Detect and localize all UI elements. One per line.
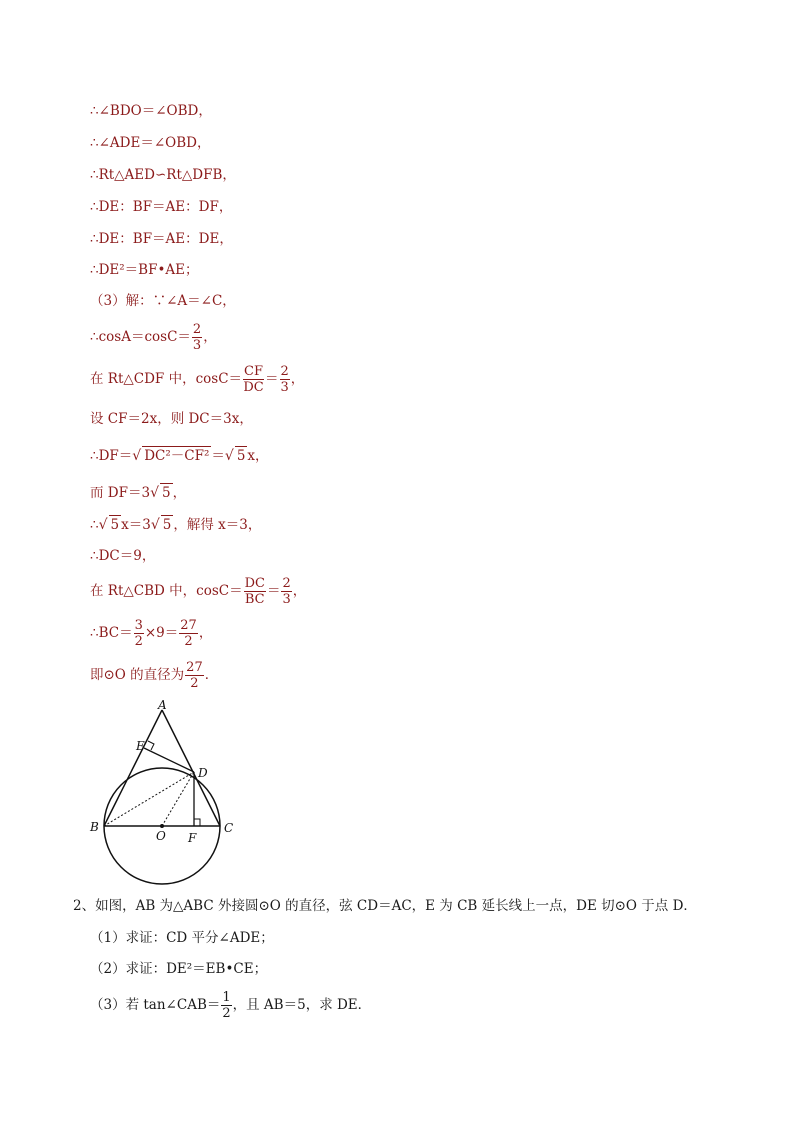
numerator: 27 [180, 618, 197, 633]
text: ＝ [266, 583, 281, 599]
label-a: A [158, 698, 167, 712]
solution-line-16 [90, 618, 212, 649]
text: 而 DF＝3 [90, 485, 151, 501]
denominator: 2 [190, 676, 199, 691]
solution-line-9 [90, 364, 304, 395]
text: （3）若 tan∠CAB＝ [90, 997, 221, 1013]
problem-2-part-3 [90, 990, 371, 1021]
text: ， [198, 625, 213, 641]
numerator: 27 [186, 660, 203, 675]
solution-line-13 [90, 515, 261, 534]
text: ，解得 x＝3， [173, 517, 262, 533]
label-c: C [224, 821, 234, 835]
text: ＝ [211, 448, 225, 464]
solution-line-1: ∴∠BDO＝∠OBD， [90, 103, 212, 119]
label-f: F [188, 831, 197, 845]
numerator: CF [244, 364, 263, 379]
fraction [185, 660, 204, 691]
problem-2-stem: 2、如图，AB 为△ABC 外接圆⊙O 的直径，弦 CD＝AC，E 为 CB 延长线上一点，DE 切⊙O 于点 D． [73, 898, 697, 914]
solution-line-7: （3）解：∵∠A＝∠C， [90, 293, 236, 309]
text: 在 Rt△CDF 中，cosC＝ [90, 371, 243, 387]
text: x， [247, 448, 269, 464]
solution-line-2: ∴∠ADE＝∠OBD， [90, 135, 211, 151]
text: ，且 AB＝5，求 DE． [232, 997, 372, 1013]
solution-line-8 [90, 322, 217, 353]
numerator: 2 [282, 576, 291, 591]
solution-line-12 [90, 483, 186, 502]
text: 在 Rt△CBD 中，cosC＝ [90, 583, 243, 599]
fraction [179, 618, 198, 649]
solution-line-4: ∴DE：BF＝AE：DF， [90, 199, 233, 215]
radicand: 5 [236, 448, 246, 464]
denominator: BC [244, 592, 265, 607]
fraction [244, 576, 266, 607]
text: ， [290, 371, 305, 387]
radicand: 5 [162, 485, 171, 501]
problem-2-part-1: （1）求证：CD 平分∠ADE； [90, 930, 274, 946]
solution-line-5: ∴DE：BF＝AE：DE， [90, 231, 233, 247]
numerator: DC [244, 576, 265, 591]
fraction [280, 364, 290, 395]
right-angle-f [194, 819, 200, 826]
text: ∴BC＝ [90, 625, 133, 641]
label-d: D [198, 766, 208, 780]
solution-line-10: 设 CF＝2x，则 DC＝3x， [90, 411, 253, 427]
text: ， [172, 485, 187, 501]
solution-line-14: ∴DC＝9， [90, 548, 156, 564]
radical-sign: √ [132, 448, 142, 464]
right-angle-e [148, 741, 154, 750]
denominator: 2 [184, 634, 193, 649]
radical-sign: √ [150, 485, 159, 501]
text: ， [292, 583, 307, 599]
numerator: 1 [222, 990, 231, 1005]
fraction [281, 576, 291, 607]
text: ． [204, 667, 219, 683]
label-b: B [90, 820, 99, 834]
text: ×9＝ [144, 625, 179, 641]
fraction [192, 322, 202, 353]
radical-sign: √ [224, 448, 234, 464]
radicand: DC²－CF² [144, 448, 210, 464]
solution-line-17 [90, 660, 218, 691]
solution-line-3: ∴Rt△AED∽Rt△DFB， [90, 167, 236, 183]
numerator: 2 [280, 364, 289, 379]
radical-sign: √ [150, 517, 160, 533]
text: 即⊙O 的直径为 [90, 667, 185, 683]
segment-od-dashed [162, 772, 194, 826]
text: ， [203, 329, 217, 345]
text: ∴ [90, 517, 99, 533]
text: x＝3 [121, 517, 151, 533]
solution-line-6: ∴DE²＝BF•AE； [90, 262, 199, 278]
solution-line-11 [90, 446, 269, 465]
numerator: 3 [134, 618, 143, 633]
text: ＝ [265, 371, 279, 387]
geometry-figure [80, 698, 240, 890]
point-o [160, 824, 164, 828]
text: ∴cosA＝cosC＝ [90, 329, 191, 345]
label-o: O [156, 829, 166, 843]
numerator: 2 [192, 322, 202, 337]
denominator: 3 [192, 338, 202, 353]
label-e: E [136, 739, 145, 753]
fraction [243, 364, 264, 395]
denominator: 3 [282, 592, 291, 607]
denominator: 2 [134, 634, 143, 649]
text: ∴DF＝ [90, 448, 133, 464]
solution-line-15 [90, 576, 306, 607]
denominator: 3 [280, 380, 289, 395]
fraction [134, 618, 144, 649]
radicand: 5 [162, 517, 172, 533]
radical-sign: √ [98, 517, 108, 533]
denominator: DC [243, 380, 264, 395]
radicand: 5 [110, 517, 120, 533]
problem-2-part-2: （2）求证：DE²＝EB•CE； [90, 961, 268, 977]
fraction [221, 990, 231, 1021]
denominator: 2 [222, 1006, 231, 1021]
